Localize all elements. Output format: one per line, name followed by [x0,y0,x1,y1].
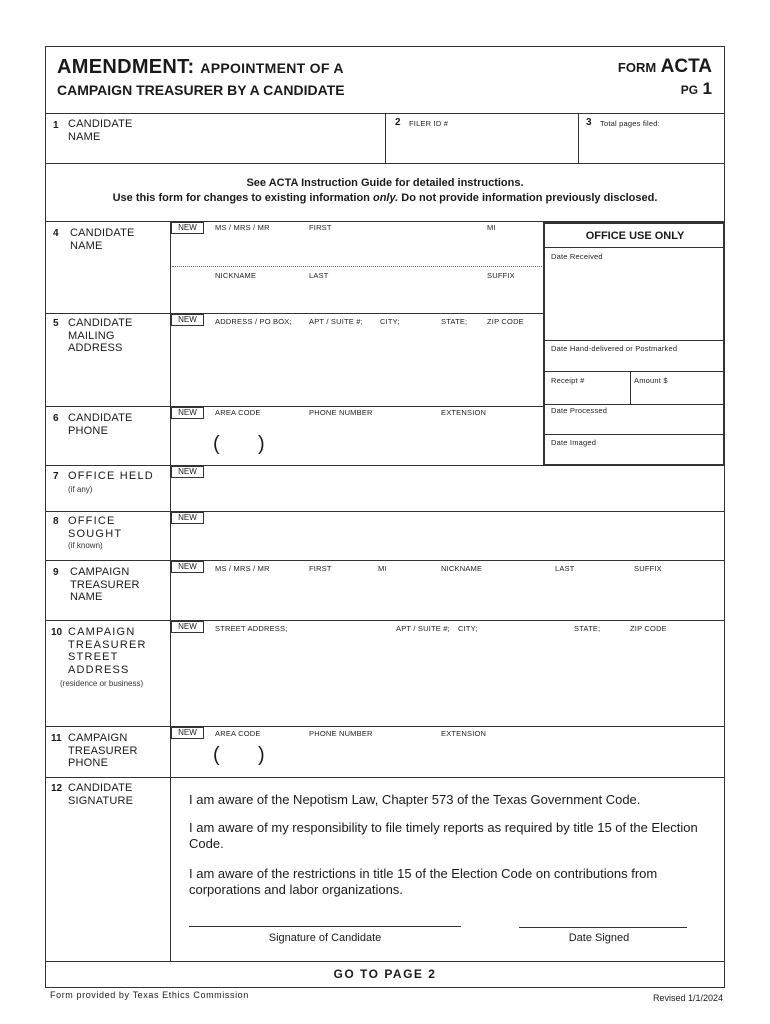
field-10-label: CAMPAIGN TREASURER STREET ADDRESS [68,626,147,676]
candidate-name-input[interactable] [140,115,383,161]
field-5-state: STATE; [441,317,468,326]
treasurer-address-input[interactable] [172,637,722,724]
office-sought-input[interactable] [172,525,722,558]
field-9-new-box[interactable]: NEW [171,561,204,573]
instructions-line-1: See ACTA Instruction Guide for detailed instructions. [246,177,524,189]
field-6-phone: PHONE NUMBER [309,408,373,417]
field-6-ext: EXTENSION [441,408,487,417]
field-10-new-box[interactable]: NEW [171,621,204,633]
field-8-sub: (if known) [68,541,103,550]
treasurer-phone-input[interactable] [172,741,722,775]
candidate-phone-input[interactable] [172,420,542,464]
field-9-number: 9 [53,567,59,578]
field-9-last: LAST [555,564,575,573]
page-indicator [681,79,712,99]
reports-statement: I am aware of my responsibility to file timely reports as required by title 15 of the Election Code. [189,820,698,851]
date-signed-line [519,927,687,928]
field-11-phone: PHONE NUMBER [309,729,373,738]
field-6-label: CANDIDATE PHONE [68,412,133,437]
field-11-new-box[interactable]: NEW [171,727,204,739]
treasurer-name-input[interactable] [172,576,722,618]
field-3-number: 3 [586,117,592,128]
office-amount: Amount $ [634,376,668,385]
title-rest: APPOINTMENT OF A [200,60,344,76]
field-11-number: 11 [51,733,62,744]
date-signed-input[interactable] [519,905,687,927]
field-10-apt: APT / SUITE #; [396,624,450,633]
field-11-paren-open: ( [213,744,220,766]
field-4-new-box[interactable]: NEW [171,222,204,234]
form-code-value: ACTA [660,56,712,77]
field-8-label: OFFICE SOUGHT [68,515,123,540]
field-10-street: STREET ADDRESS; [215,624,288,633]
instructions-line-2 [45,192,725,204]
instructions-line-2-pre: Use this form for changes to existing information [112,192,370,204]
signature-label: Signature of Candidate [268,932,382,944]
field-11-ext: EXTENSION [441,729,487,738]
field-4-dotted-divider [172,266,544,267]
field-4-label: CANDIDATE NAME [70,227,135,252]
field-9-label: CAMPAIGN TREASURER NAME [70,566,140,603]
revised-date: Revised 1/1/2024 [652,993,723,1003]
field-6-area: AREA CODE [215,408,261,417]
field-9-ms: MS / MRS / MR [215,564,270,573]
field-5-number: 5 [53,318,59,329]
field-8-number: 8 [53,516,59,527]
instructions-only: only. [372,192,399,204]
signature-input[interactable] [189,904,461,926]
field-12-label: CANDIDATE SIGNATURE [68,782,134,807]
field-9-first: FIRST [309,564,332,573]
total-pages-label: Total pages filed: [600,119,660,128]
field-5-apt: APT / SUITE #; [309,317,363,326]
office-receipt: Receipt # [551,376,585,385]
field-9-nickname: NICKNAME [441,564,483,573]
field-10-number: 10 [51,627,63,638]
field-7-new-box[interactable]: NEW [171,466,204,478]
field-11-paren-close: ) [258,744,265,766]
total-pages-input[interactable] [580,131,723,161]
field-5-label: CANDIDATE MAILING ADDRESS [68,317,133,354]
field-1-label: CANDIDATE NAME [68,118,133,143]
candidate-mailing-address-input[interactable] [172,330,542,404]
field-4-first: FIRST [309,223,332,232]
signature-line [189,926,461,927]
field-9-mi: MI [378,564,387,573]
field-7-number: 7 [53,471,59,482]
form-title-line2: CAMPAIGN TREASURER BY A CANDIDATE [57,82,345,98]
office-date-processed: Date Processed [551,406,608,415]
filer-id-label: FILER ID # [409,119,449,128]
nepotism-statement: I am aware of the Nepotism Law, Chapter 573 of the Texas Government Code. [189,792,641,807]
field-10-sub: (residence or business) [60,679,144,688]
field-4-mi: MI [487,223,496,232]
field-10-zip: ZIP CODE [630,624,667,633]
title-bold: AMENDMENT: [57,56,195,78]
filer-id-input[interactable] [387,131,576,161]
field-5-address: ADDRESS / PO BOX; [215,317,292,326]
office-held-input[interactable] [172,479,722,509]
field-7-sub: (if any) [68,485,93,494]
field-4-ms: MS / MRS / MR [215,223,270,232]
field-7-label: OFFICE HELD [68,470,154,482]
contributions-statement: I am aware of the restrictions in title 15 of the Election Code on contributions from corporations and labor organizations. [189,866,658,897]
pg-word: PG [680,83,699,97]
candidate-nickname-input[interactable] [172,282,542,310]
provided-by: Form provided by Texas Ethics Commission [50,990,249,1000]
form-title [57,56,344,79]
pg-num: 1 [702,79,712,98]
field-5-city: CITY; [380,317,400,326]
field-6-paren-open: ( [213,433,220,455]
field-11-area: AREA CODE [215,729,261,738]
field-4-suffix: SUFFIX [487,271,515,280]
field-12-number: 12 [51,783,63,794]
field-9-suffix: SUFFIX [634,564,662,573]
field-4-last: LAST [309,271,329,280]
office-date-received: Date Received [551,252,603,261]
field-4-number: 4 [53,228,59,239]
form-code [618,56,712,78]
field-5-new-box[interactable]: NEW [171,314,204,326]
field-11-label: CAMPAIGN TREASURER PHONE [68,732,138,769]
field-8-new-box[interactable]: NEW [171,512,204,524]
field-6-number: 6 [53,413,59,424]
field-1-number: 1 [53,120,59,131]
office-date-imaged: Date Imaged [551,438,597,447]
instructions-line-2-post: Do not provide information previously disclosed. [401,192,658,204]
field-5-zip: ZIP CODE [487,317,524,326]
form-word: FORM [617,60,657,75]
field-4-nickname: NICKNAME [215,271,257,280]
date-signed-label: Date Signed [568,932,630,944]
field-10-city: CITY; [458,624,478,633]
field-6-new-box[interactable]: NEW [171,407,204,419]
office-date-hand: Date Hand-delivered or Postmarked [551,344,678,353]
go-to-page-2: GO TO PAGE 2 [333,967,437,981]
field-10-state: STATE; [574,624,601,633]
candidate-full-name-input[interactable] [172,236,542,264]
field-6-paren-close: ) [258,433,265,455]
field-2-number: 2 [395,117,401,128]
office-use-title: OFFICE USE ONLY [585,230,685,242]
